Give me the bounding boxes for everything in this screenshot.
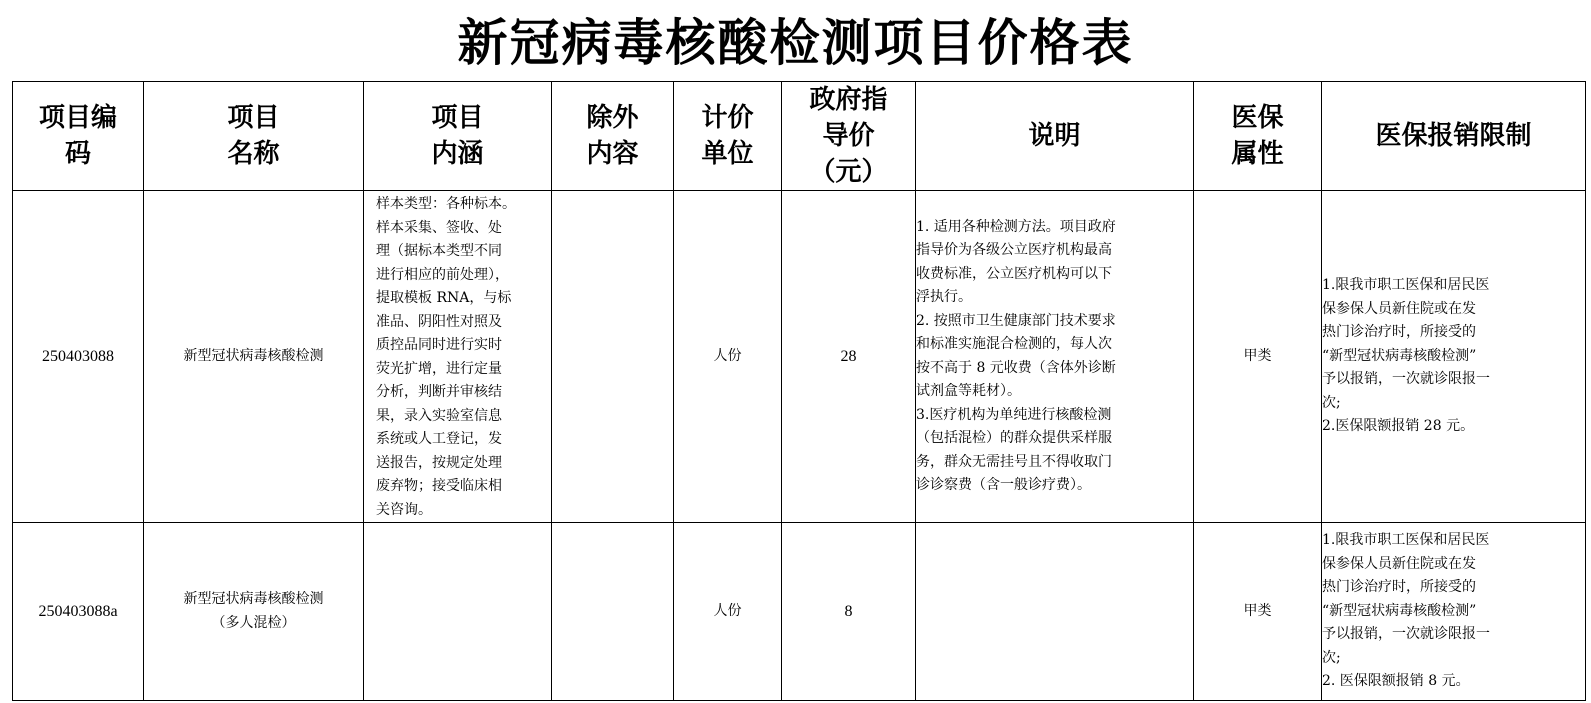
unit-cell: 人份 [674, 191, 782, 523]
category-cell: 甲类 [1194, 191, 1322, 523]
table-row [13, 191, 1586, 523]
header-excluded: 除外 内容 [552, 82, 674, 191]
item-name-cell: 新型冠状病毒核酸检测 [144, 191, 364, 523]
page-title: 新冠病毒核酸检测项目价格表 [457, 13, 1134, 72]
limit-cell: 1.限我市职工医保和居民医 保参保人员新住院或在发 热门诊治疗时，所接受的 “新型冠状病毒核酸检测” 予以报销，一次就诊限报一 次; 2.医保限额报销 28 元。 [1322, 191, 1586, 523]
price-cell: 28 [782, 191, 916, 523]
item-code-cell: 250403088a [13, 523, 144, 701]
item-name-cell: 新型冠状病毒核酸检测 （多人混检） [144, 523, 364, 701]
header-code: 项目编 码 [13, 82, 144, 191]
excluded-cell [552, 523, 674, 701]
item-content-cell [364, 523, 552, 701]
table-row [13, 523, 1586, 701]
limit-cell: 1.限我市职工医保和居民医 保参保人员新住院或在发 热门诊治疗时，所接受的 “新型冠状病毒核酸检测” 予以报销，一次就诊限报一 次; 2. 医保限额报销 8 元。 [1322, 523, 1586, 701]
price-cell: 8 [782, 523, 916, 701]
header-row [13, 82, 1586, 191]
excluded-cell [552, 191, 674, 523]
note-cell: 1. 适用各种检测方法。项目政府 指导价为各级公立医疗机构最高 收费标准，公立医疗机构可以下 浮执行。 2. 按照市卫生健康部门技术要求 和标准实施混合检测的，每人次 按不高于 8 元收费（含体外诊断 试剂盒等耗材）。 3.医疗机构为单纯进行核酸检测 （包括混检）的群众提供采样服 务，群众无需挂号且不得收取门 诊诊察费（含一般诊疗费）。 [916, 191, 1194, 523]
header-price: 政府指 导价 （元） [782, 82, 916, 191]
unit-cell: 人份 [674, 523, 782, 701]
header-limit: 医保报销限制 [1322, 82, 1586, 191]
header-content: 项目 内涵 [364, 82, 552, 191]
item-code-cell: 250403088 [13, 191, 144, 523]
header-note: 说明 [916, 82, 1194, 191]
header-category: 医保 属性 [1194, 82, 1322, 191]
price-table [12, 81, 1586, 701]
note-cell [916, 523, 1194, 701]
header-unit: 计价 单位 [674, 82, 782, 191]
category-cell: 甲类 [1194, 523, 1322, 701]
header-name: 项目 名称 [144, 82, 364, 191]
item-content-cell: 样本类型：各种标本。 样本采集、签收、处 理（据标本类型不同 进行相应的前处理）， 提取模板 RNA，与标 准品、阴阳性对照及 质控品同时进行实时 荧光扩增，进行定量 分析，判断并审核结 果，录入实验室信息 系统或人工登记，发 送报告，按规定处理 废弃物；接受临床相 关咨询。 [364, 191, 552, 523]
